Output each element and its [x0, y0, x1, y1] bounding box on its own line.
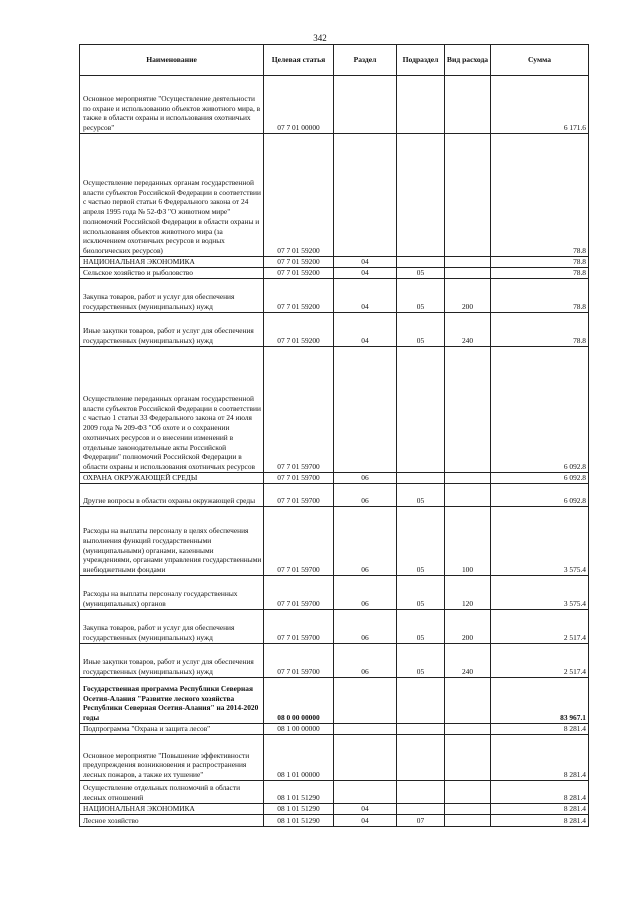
- table-body: [80, 76, 589, 827]
- cell-target: 07 7 01 59700: [264, 473, 334, 484]
- cell-target: 07 7 01 59700: [264, 347, 334, 473]
- cell-name: Закупка товаров, работ и услуг для обеспечения государственных (муниципальных) нужд: [80, 279, 264, 313]
- cell-sum: 6 171.6: [491, 76, 589, 134]
- cell-section: 06: [334, 610, 397, 644]
- cell-sum: 78.8: [491, 268, 589, 279]
- cell-target: 07 7 01 00000: [264, 76, 334, 134]
- cell-target: 08 1 01 00000: [264, 735, 334, 781]
- cell-subsection: 05: [397, 484, 445, 507]
- cell-section: [334, 347, 397, 473]
- cell-expense-type: 120: [445, 576, 491, 610]
- cell-section: [334, 76, 397, 134]
- table-row: [80, 815, 589, 827]
- cell-subsection: 05: [397, 507, 445, 576]
- cell-expense-type: [445, 678, 491, 724]
- cell-name: НАЦИОНАЛЬНАЯ ЭКОНОМИКА: [80, 257, 264, 268]
- cell-target: 07 7 01 59700: [264, 507, 334, 576]
- cell-section: [334, 134, 397, 257]
- cell-sum: 8 281.4: [491, 815, 589, 827]
- table-row: [80, 257, 589, 268]
- cell-section: 04: [334, 815, 397, 827]
- cell-section: 06: [334, 484, 397, 507]
- header-section: Раздел: [334, 45, 397, 76]
- cell-sum: 6 092.8: [491, 347, 589, 473]
- cell-name: НАЦИОНАЛЬНАЯ ЭКОНОМИКА: [80, 804, 264, 815]
- cell-expense-type: 100: [445, 507, 491, 576]
- cell-expense-type: [445, 804, 491, 815]
- cell-subsection: 05: [397, 313, 445, 347]
- cell-name: Осуществление переданных органам государственной власти субъектов Российской Федерации в соответствии с частью 1 статьи 33 Федерального закона от 24 июля 2009 года № 209-ФЗ "Об охоте и о сохранении охотничьих ресурсов и о внесении изменений в отдельные законодательные акты Российской Федерации" полномочий Российской Федерации в области охраны и использования охотничьих ресурсов: [80, 347, 264, 473]
- cell-section: 04: [334, 313, 397, 347]
- cell-target: 08 0 00 00000: [264, 678, 334, 724]
- cell-sum: 3 575.4: [491, 507, 589, 576]
- cell-name: Подпрограмма "Охрана и защита лесов": [80, 724, 264, 735]
- table-row: [80, 76, 589, 134]
- cell-name: Сельское хозяйство и рыболовство: [80, 268, 264, 279]
- cell-expense-type: [445, 473, 491, 484]
- header-target: Целевая статья: [264, 45, 334, 76]
- cell-subsection: 05: [397, 576, 445, 610]
- cell-expense-type: 200: [445, 610, 491, 644]
- cell-expense-type: 240: [445, 313, 491, 347]
- cell-target: 07 7 01 59200: [264, 268, 334, 279]
- cell-name: Расходы на выплаты персоналу государственных (муниципальных) органов: [80, 576, 264, 610]
- table-row: [80, 781, 589, 804]
- cell-subsection: [397, 347, 445, 473]
- cell-target: 07 7 01 59700: [264, 576, 334, 610]
- cell-section: 04: [334, 279, 397, 313]
- header-expense-type: Вид расхода: [445, 45, 491, 76]
- cell-sum: 8 281.4: [491, 735, 589, 781]
- cell-target: 07 7 01 59700: [264, 644, 334, 678]
- cell-subsection: 05: [397, 268, 445, 279]
- cell-target: 08 1 01 51290: [264, 781, 334, 804]
- cell-section: [334, 724, 397, 735]
- cell-target: 08 1 01 51290: [264, 815, 334, 827]
- cell-name: Закупка товаров, работ и услуг для обеспечения государственных (муниципальных) нужд: [80, 610, 264, 644]
- cell-expense-type: [445, 76, 491, 134]
- cell-expense-type: [445, 484, 491, 507]
- cell-subsection: [397, 804, 445, 815]
- cell-expense-type: [445, 347, 491, 473]
- table-row: [80, 347, 589, 473]
- table-row: [80, 268, 589, 279]
- table-row: [80, 134, 589, 257]
- cell-target: 07 7 01 59700: [264, 484, 334, 507]
- cell-expense-type: 240: [445, 644, 491, 678]
- cell-subsection: 05: [397, 279, 445, 313]
- cell-section: [334, 678, 397, 724]
- cell-section: 04: [334, 804, 397, 815]
- page-number: 342: [313, 33, 327, 43]
- cell-section: [334, 735, 397, 781]
- cell-name: Осуществление отдельных полномочий в области лесных отношений: [80, 781, 264, 804]
- cell-name: ОХРАНА ОКРУЖАЮЩЕЙ СРЕДЫ: [80, 473, 264, 484]
- cell-subsection: [397, 781, 445, 804]
- cell-subsection: [397, 257, 445, 268]
- cell-expense-type: [445, 724, 491, 735]
- header-sum: Сумма: [491, 45, 589, 76]
- table-row: [80, 610, 589, 644]
- cell-name: Государственная программа Республики Северная Осетия-Алания "Развитие лесного хозяйства Республики Северная Осетия-Алания" на 2014-2020 годы: [80, 678, 264, 724]
- cell-subsection: [397, 76, 445, 134]
- cell-name: Лесное хозяйство: [80, 815, 264, 827]
- cell-sum: 3 575.4: [491, 576, 589, 610]
- cell-target: 07 7 01 59200: [264, 134, 334, 257]
- table-row: [80, 313, 589, 347]
- table-row: [80, 507, 589, 576]
- cell-expense-type: [445, 735, 491, 781]
- cell-sum: 78.8: [491, 134, 589, 257]
- cell-name: Осуществление переданных органам государственной власти субъектов Российской Федерации в соответствии с частью первой статьи 6 Федерального закона от 24 апреля 1995 года № 52-ФЗ "О животном мире" полномочий Российской Федерации в области охраны и использования объектов животного мира (за исключением охотничьих ресурсов и водных биологических ресурсов): [80, 134, 264, 257]
- cell-name: Основное мероприятие "Осуществление деятельности по охране и использованию объектов животного мира, в также в области охраны и использования охотничьих ресурсов": [80, 76, 264, 134]
- cell-section: 06: [334, 644, 397, 678]
- table-row: [80, 473, 589, 484]
- cell-section: 04: [334, 257, 397, 268]
- header-subsection: Подраздел: [397, 45, 445, 76]
- cell-sum: 2 517.4: [491, 610, 589, 644]
- cell-sum: 2 517.4: [491, 644, 589, 678]
- table-row: [80, 735, 589, 781]
- cell-target: 07 7 01 59700: [264, 610, 334, 644]
- cell-subsection: 05: [397, 644, 445, 678]
- cell-subsection: [397, 134, 445, 257]
- cell-section: 06: [334, 576, 397, 610]
- cell-target: 08 1 01 51290: [264, 804, 334, 815]
- cell-sum: 6 092.8: [491, 484, 589, 507]
- table-row: [80, 724, 589, 735]
- cell-target: 07 7 01 59200: [264, 279, 334, 313]
- cell-name: Иные закупки товаров, работ и услуг для обеспечения государственных (муниципальных) нужд: [80, 644, 264, 678]
- cell-section: 06: [334, 507, 397, 576]
- cell-subsection: [397, 678, 445, 724]
- budget-table: [79, 44, 589, 827]
- cell-subsection: [397, 735, 445, 781]
- table-row: [80, 576, 589, 610]
- cell-target: 07 7 01 59200: [264, 313, 334, 347]
- cell-expense-type: [445, 257, 491, 268]
- cell-target: 07 7 01 59200: [264, 257, 334, 268]
- table-header-row: [80, 45, 589, 76]
- cell-sum: 8 281.4: [491, 781, 589, 804]
- cell-expense-type: [445, 134, 491, 257]
- cell-sum: 78.8: [491, 313, 589, 347]
- cell-sum: 78.8: [491, 279, 589, 313]
- table-row: [80, 804, 589, 815]
- cell-sum: 8 281.4: [491, 724, 589, 735]
- cell-section: 04: [334, 268, 397, 279]
- cell-expense-type: [445, 268, 491, 279]
- cell-name: Иные закупки товаров, работ и услуг для обеспечения государственных (муниципальных) нужд: [80, 313, 264, 347]
- cell-expense-type: 200: [445, 279, 491, 313]
- cell-section: [334, 781, 397, 804]
- cell-subsection: 05: [397, 610, 445, 644]
- table-row: [80, 644, 589, 678]
- cell-name: Основное мероприятие "Повышение эффективности предупреждения возникновения и распространения лесных пожаров, а также их тушение": [80, 735, 264, 781]
- cell-subsection: 07: [397, 815, 445, 827]
- cell-subsection: [397, 724, 445, 735]
- cell-expense-type: [445, 781, 491, 804]
- cell-subsection: [397, 473, 445, 484]
- cell-sum: 8 281.4: [491, 804, 589, 815]
- cell-target: 08 1 00 00000: [264, 724, 334, 735]
- table-row: [80, 678, 589, 724]
- cell-sum: 6 092.8: [491, 473, 589, 484]
- table-row: [80, 279, 589, 313]
- cell-section: 06: [334, 473, 397, 484]
- cell-name: Другие вопросы в области охраны окружающей среды: [80, 484, 264, 507]
- cell-sum: 78.8: [491, 257, 589, 268]
- cell-sum: 83 967.1: [491, 678, 589, 724]
- table-row: [80, 484, 589, 507]
- header-name: Наименование: [80, 45, 264, 76]
- cell-expense-type: [445, 815, 491, 827]
- cell-name: Расходы на выплаты персоналу в целях обеспечения выполнения функций государственными (муниципальными) органами, казенными учреждениями, органами управления государственными внебюджетными фондами: [80, 507, 264, 576]
